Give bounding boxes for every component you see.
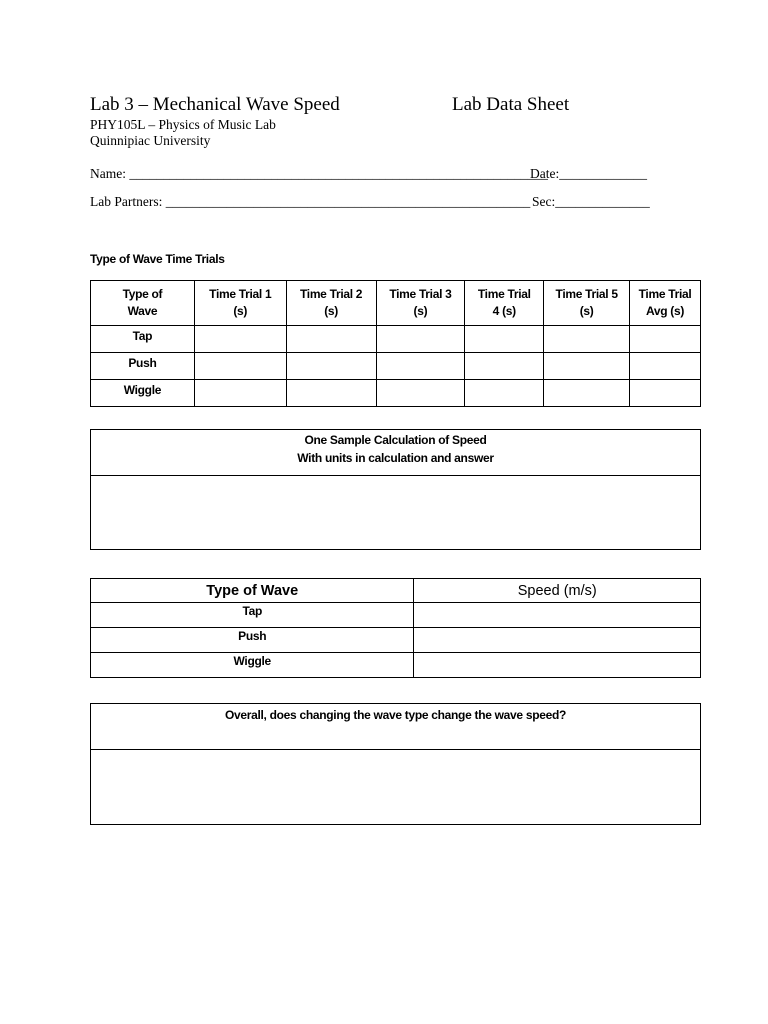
table-row [91, 603, 701, 628]
input-cell[interactable] [194, 380, 286, 407]
speed-table [90, 578, 701, 678]
input-cell[interactable] [630, 353, 701, 380]
input-cell[interactable] [194, 326, 286, 353]
column-header: Type of Wave [91, 281, 195, 326]
lab-partners-field[interactable]: Lab Partners: ______________________________________________________ [90, 194, 531, 209]
input-cell[interactable] [544, 380, 630, 407]
name-field[interactable]: Name: ______________________________________________________________ [90, 166, 548, 181]
column-header: Time Trial 2 (s) [286, 281, 376, 326]
input-cell[interactable] [630, 326, 701, 353]
calculation-instructions: With units in calculation and answer [297, 451, 494, 465]
table-header-row [91, 579, 701, 603]
university-name: Quinnipiac University [90, 133, 211, 148]
input-cell[interactable] [376, 380, 465, 407]
column-header-speed: Speed (m/s) [414, 579, 701, 603]
question-heading: Overall, does changing the wave type change the wave speed? [91, 704, 700, 750]
speed-input-cell[interactable] [414, 603, 701, 628]
table-header-row [91, 281, 701, 326]
input-cell[interactable] [286, 353, 376, 380]
input-cell[interactable] [194, 353, 286, 380]
row-label-tap: Tap [91, 326, 195, 353]
column-header: Time Trial 1 (s) [194, 281, 286, 326]
trials-heading: Type of Wave Time Trials [90, 252, 225, 266]
table-row [91, 326, 701, 353]
input-cell[interactable] [630, 380, 701, 407]
column-header: Time Trial 5 (s) [544, 281, 630, 326]
input-cell[interactable] [544, 326, 630, 353]
row-label-tap: Tap [91, 603, 414, 628]
input-cell[interactable] [286, 326, 376, 353]
speed-input-cell[interactable] [414, 628, 701, 653]
sample-calculation-box [90, 429, 701, 550]
input-cell[interactable] [286, 380, 376, 407]
lab-title: Lab 3 – Mechanical Wave Speed [90, 94, 340, 115]
column-header: Time Trial Avg (s) [630, 281, 701, 326]
time-trials-table [90, 280, 701, 407]
sample-calculation-heading [91, 430, 700, 476]
row-label-push: Push [91, 353, 195, 380]
question-box [90, 703, 701, 825]
column-header: Time Trial 4 (s) [465, 281, 544, 326]
calculation-title: One Sample Calculation of Speed [304, 433, 487, 447]
input-cell[interactable] [544, 353, 630, 380]
calculation-answer-area[interactable] [91, 476, 700, 548]
sec-field[interactable]: Sec:______________ [532, 194, 650, 209]
row-label-push: Push [91, 628, 414, 653]
input-cell[interactable] [376, 326, 465, 353]
input-cell[interactable] [465, 380, 544, 407]
table-row [91, 628, 701, 653]
table-row [91, 353, 701, 380]
course-name: PHY105L – Physics of Music Lab [90, 117, 276, 132]
column-header: Time Trial 3 (s) [376, 281, 465, 326]
input-cell[interactable] [465, 326, 544, 353]
question-answer-area[interactable] [91, 750, 700, 823]
row-label-wiggle: Wiggle [91, 653, 414, 678]
speed-input-cell[interactable] [414, 653, 701, 678]
sheet-label: Lab Data Sheet [452, 94, 570, 115]
row-label-wiggle: Wiggle [91, 380, 195, 407]
input-cell[interactable] [465, 353, 544, 380]
table-row [91, 380, 701, 407]
table-row [91, 653, 701, 678]
date-field[interactable]: Date:_____________ [530, 166, 647, 181]
column-header-type: Type of Wave [91, 579, 414, 603]
input-cell[interactable] [376, 353, 465, 380]
